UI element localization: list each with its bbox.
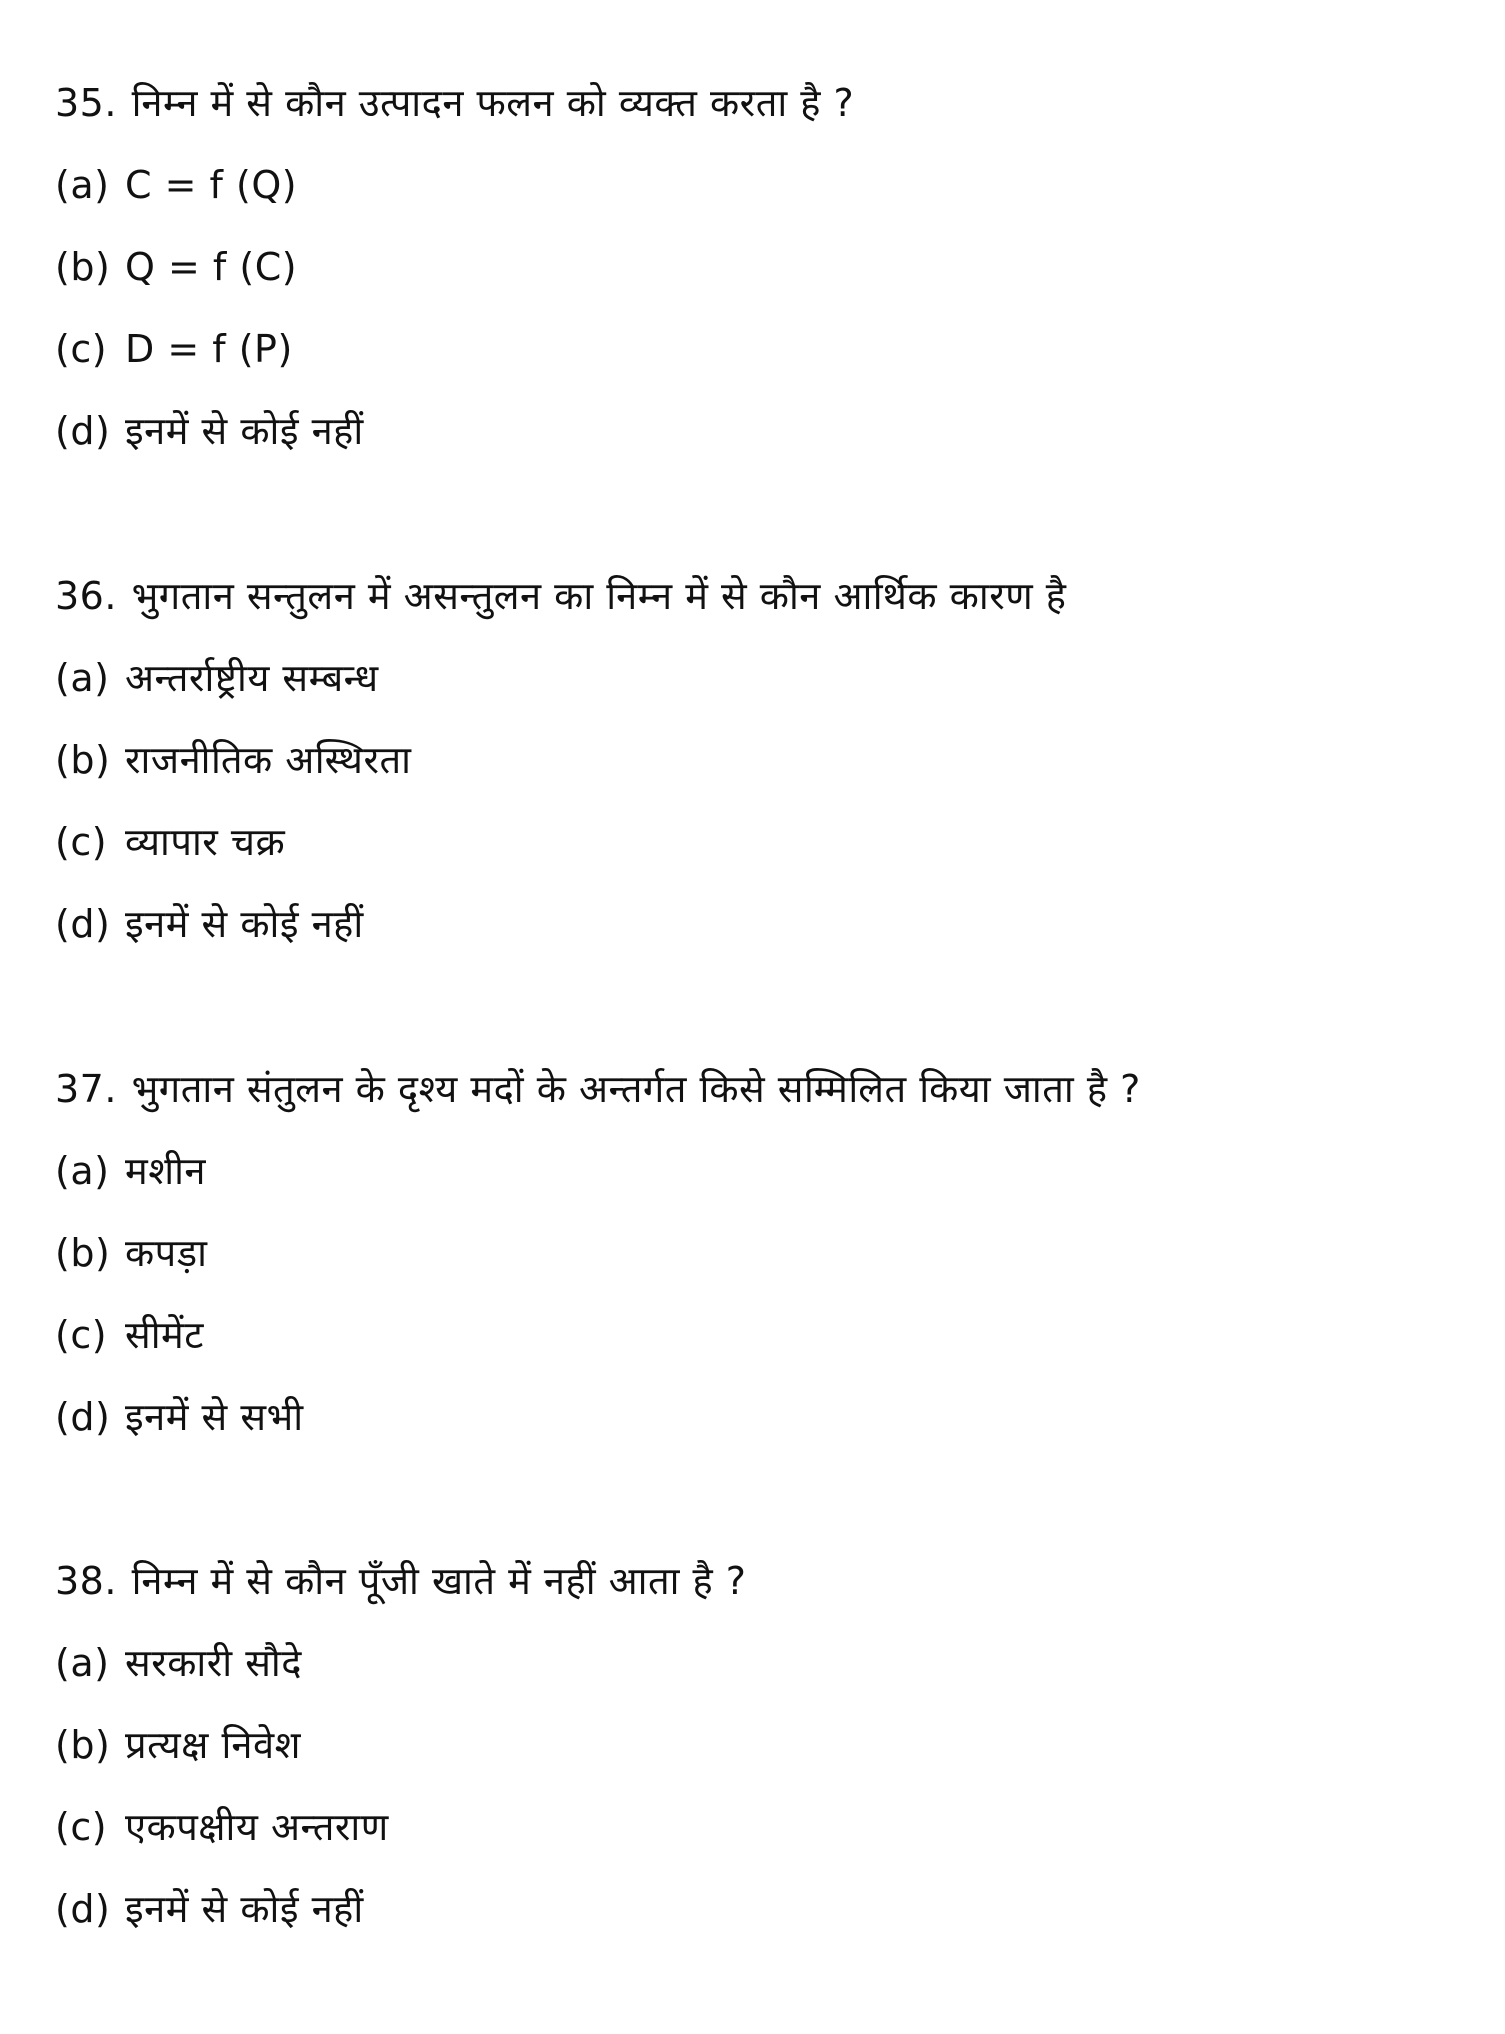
option-letter: (c) [55,327,108,371]
option-letter: (a) [55,1641,110,1685]
option-d [55,390,1455,472]
option-letter: (b) [55,738,111,782]
question-38 [55,1540,1455,1950]
question-number: 35. [55,81,117,125]
option-letter: (b) [55,245,111,289]
option-text: कपड़ा [125,1231,208,1275]
question-number: 37. [55,1067,117,1111]
question-text: भुगतान संतुलन के दृश्य मदों के अन्तर्गत किसे सम्मिलित किया जाता है ? [131,1067,1141,1111]
option-d [55,883,1455,965]
option-c [55,1786,1455,1868]
option-letter: (d) [55,902,111,946]
option-letter: (c) [55,1313,108,1357]
question-text: निम्न में से कौन पूँजी खाते में नहीं आता है ? [131,1559,747,1603]
option-b [55,1212,1455,1294]
question-36 [55,555,1455,965]
option-text: इनमें से कोई नहीं [125,1887,364,1931]
option-a [55,1622,1455,1704]
option-text: एकपक्षीय अन्तराण [125,1805,389,1849]
option-b [55,719,1455,801]
option-text: इनमें से कोई नहीं [125,409,364,453]
option-letter: (d) [55,409,111,453]
question-number: 36. [55,574,117,618]
option-text: C = f (Q) [125,163,298,207]
option-d [55,1868,1455,1950]
option-a [55,637,1455,719]
option-b [55,226,1455,308]
option-text: मशीन [125,1149,206,1193]
option-letter: (d) [55,1887,111,1931]
question-35 [55,62,1455,472]
option-c [55,801,1455,883]
option-text: Q = f (C) [125,245,298,289]
question-stem [55,1540,1455,1622]
option-letter: (c) [55,820,108,864]
option-d [55,1376,1455,1458]
option-text: अन्तर्राष्ट्रीय सम्बन्ध [125,656,379,700]
option-letter: (c) [55,1805,108,1849]
option-text: प्रत्यक्ष निवेश [125,1723,301,1767]
option-text: इनमें से कोई नहीं [125,902,364,946]
option-letter: (d) [55,1395,111,1439]
option-a [55,144,1455,226]
question-number: 38. [55,1559,117,1603]
option-letter: (a) [55,656,110,700]
option-a [55,1130,1455,1212]
question-stem [55,555,1455,637]
option-text: सरकारी सौदे [125,1641,302,1685]
option-text: राजनीतिक अस्थिरता [125,738,412,782]
question-stem [55,1048,1455,1130]
question-stem [55,62,1455,144]
option-text: D = f (P) [125,327,293,371]
option-letter: (b) [55,1231,111,1275]
option-text: व्यापार चक्र [125,820,286,864]
option-letter: (a) [55,163,110,207]
question-37 [55,1048,1455,1458]
option-text: इनमें से सभी [125,1395,304,1439]
option-letter: (b) [55,1723,111,1767]
option-b [55,1704,1455,1786]
option-letter: (a) [55,1149,110,1193]
option-text: सीमेंट [125,1313,204,1357]
option-c [55,1294,1455,1376]
question-text: भुगतान सन्तुलन में असन्तुलन का निम्न में से कौन आर्थिक कारण है [131,574,1067,618]
option-c [55,308,1455,390]
question-text: निम्न में से कौन उत्पादन फलन को व्यक्त करता है ? [131,81,855,125]
